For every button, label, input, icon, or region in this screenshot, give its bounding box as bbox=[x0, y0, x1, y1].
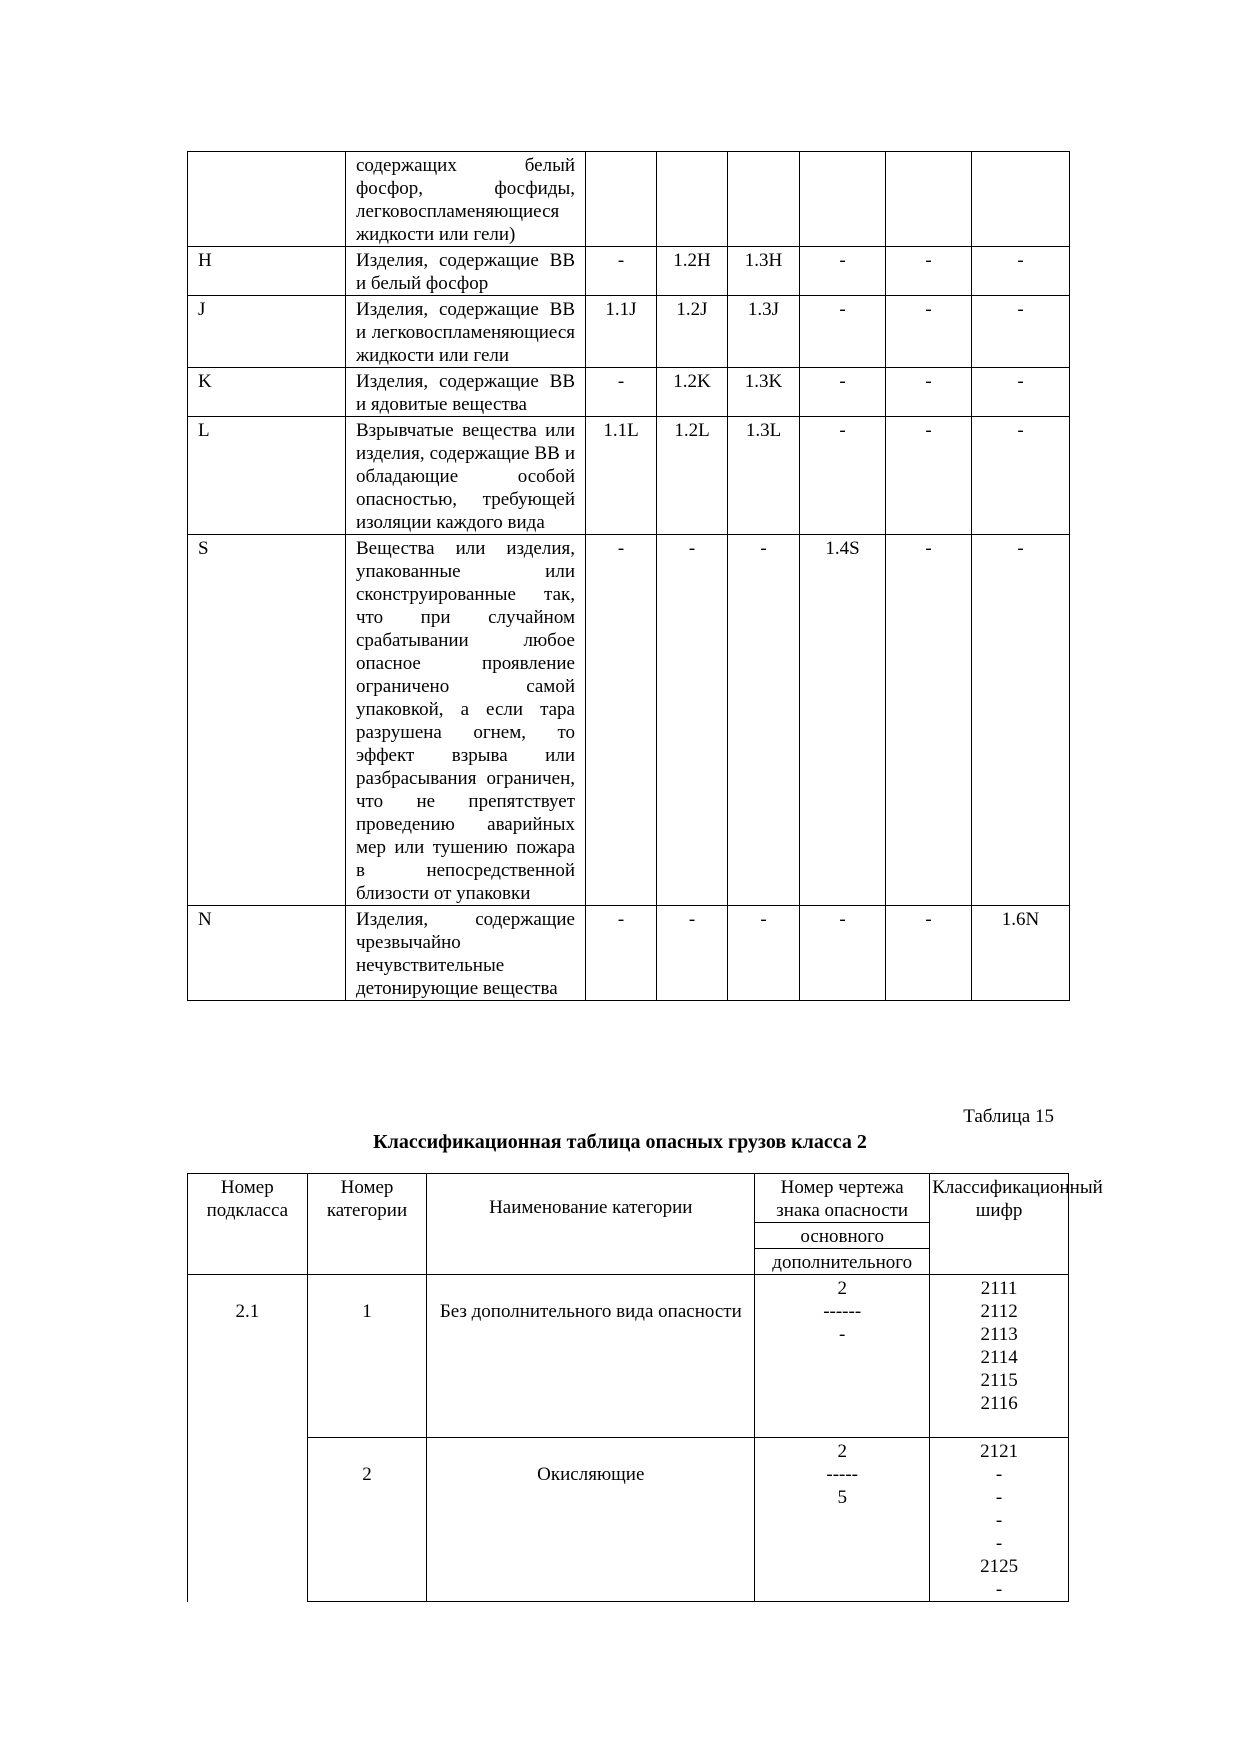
row-value: - bbox=[800, 906, 886, 1001]
row-value bbox=[886, 152, 972, 247]
row-code bbox=[188, 152, 346, 247]
header-sign: Номер чертежа знака опасности bbox=[755, 1174, 930, 1223]
row-value: - bbox=[728, 535, 800, 906]
row-description: содержащих белый фосфор, фосфиды, легковоспламеняющиеся жидкости или гели) bbox=[346, 152, 586, 247]
row-sign bbox=[755, 1275, 930, 1438]
table-row bbox=[188, 152, 1070, 247]
row-value: - bbox=[972, 296, 1070, 368]
table-row bbox=[188, 368, 1070, 417]
row-value: - bbox=[657, 906, 728, 1001]
table-row bbox=[188, 417, 1070, 535]
table-number: Таблица 15 bbox=[963, 1106, 1054, 1127]
table-row bbox=[188, 535, 1070, 906]
code-value: 2113 bbox=[980, 1324, 1018, 1345]
header-name: Наименование категории bbox=[427, 1174, 755, 1275]
row-description: Изделия, содержащие ВВ и ядовитые вещества bbox=[346, 368, 586, 417]
row-value: - bbox=[800, 247, 886, 296]
row-value bbox=[586, 152, 657, 247]
code-value: 2125 bbox=[980, 1556, 1019, 1577]
row-value: - bbox=[886, 368, 972, 417]
row-value: - bbox=[800, 368, 886, 417]
row-value: 1.2L bbox=[657, 417, 728, 535]
code-value: 2111 bbox=[980, 1278, 1018, 1299]
row-value: - bbox=[586, 906, 657, 1001]
row-name: Окисляющие bbox=[427, 1438, 755, 1602]
row-description: Вещества или изделия, упакованные или сконструированные так, что при случайном срабатывании любое опасное проявление ограничено самой упаковкой, а если тара разрушена огнем, то эффект взрыва или разбрасывания ограничен, что не препятствует проведению аварийных мер или тушению пожара в непосредственной близости от упаковки bbox=[346, 535, 586, 906]
row-value: 1.4S bbox=[800, 535, 886, 906]
code-value: 2121 bbox=[980, 1441, 1019, 1462]
sign-line: - bbox=[839, 1324, 846, 1345]
class2-classification-table bbox=[187, 1173, 1103, 1602]
code-value: - bbox=[995, 1510, 1003, 1531]
row-value: 1.3K bbox=[728, 368, 800, 417]
row-value: 1.6N bbox=[972, 906, 1070, 1001]
row-code: N bbox=[188, 906, 346, 1001]
row-value: - bbox=[586, 535, 657, 906]
row-value: 1.2H bbox=[657, 247, 728, 296]
row-value: - bbox=[728, 906, 800, 1001]
row-value: - bbox=[886, 906, 972, 1001]
row-value: - bbox=[972, 535, 1070, 906]
row-value: 1.2K bbox=[657, 368, 728, 417]
row-value: - bbox=[800, 296, 886, 368]
row-code: J bbox=[188, 296, 346, 368]
row-value: - bbox=[886, 247, 972, 296]
row-value: - bbox=[972, 368, 1070, 417]
row-value: - bbox=[800, 417, 886, 535]
code-value: - bbox=[995, 1579, 1003, 1600]
sign-line: ----- bbox=[826, 1464, 859, 1485]
code-value: - bbox=[995, 1487, 1003, 1508]
row-value: 1.3J bbox=[728, 296, 800, 368]
row-value: - bbox=[972, 417, 1070, 535]
table-row bbox=[188, 247, 1070, 296]
code-value: 2115 bbox=[980, 1370, 1018, 1391]
row-value bbox=[972, 152, 1070, 247]
header-category: Номер категории bbox=[307, 1174, 427, 1275]
row-code: S bbox=[188, 535, 346, 906]
header-subclass: Номер подкласса bbox=[188, 1174, 308, 1275]
row-value: 1.3L bbox=[728, 417, 800, 535]
code-value: 2116 bbox=[980, 1393, 1018, 1414]
row-value: - bbox=[657, 535, 728, 906]
row-value: 1.3H bbox=[728, 247, 800, 296]
row-value: - bbox=[586, 368, 657, 417]
sign-line: 2 bbox=[837, 1441, 847, 1462]
sign-line: 2 bbox=[837, 1278, 847, 1299]
row-description: Изделия, содержащие чрезвычайно нечувствительные детонирующие вещества bbox=[346, 906, 586, 1001]
row-value: - bbox=[886, 296, 972, 368]
code-value: - bbox=[995, 1464, 1003, 1485]
row-codes bbox=[930, 1275, 1069, 1438]
row-sign bbox=[755, 1438, 930, 1602]
row-value: - bbox=[972, 247, 1070, 296]
row-codes bbox=[930, 1438, 1069, 1602]
row-value: 1.2J bbox=[657, 296, 728, 368]
row-value: - bbox=[586, 247, 657, 296]
row-name: Без дополнительного вида опасности bbox=[427, 1275, 755, 1438]
row-value: 1.1J bbox=[586, 296, 657, 368]
row-value bbox=[728, 152, 800, 247]
header-sign-extra: дополнительного bbox=[755, 1249, 930, 1275]
code-value: 2114 bbox=[980, 1347, 1018, 1368]
code-value: - bbox=[995, 1533, 1003, 1554]
table-row bbox=[188, 296, 1070, 368]
table-title: Классификационная таблица опасных грузов класса 2 bbox=[373, 1131, 867, 1153]
row-category: 1 bbox=[307, 1275, 427, 1438]
row-category: 2 bbox=[307, 1438, 427, 1602]
header-sign-main: основного bbox=[755, 1223, 930, 1249]
row-value bbox=[657, 152, 728, 247]
sign-line: 5 bbox=[837, 1487, 847, 1508]
row-description: Взрывчатые вещества или изделия, содержащие ВВ и обладающие особой опасностью, требующей изоляции каждого вида bbox=[346, 417, 586, 535]
hazard-compatibility-table bbox=[187, 151, 1070, 1001]
row-code: H bbox=[188, 247, 346, 296]
header-code: Классификационный шифр bbox=[930, 1174, 1069, 1275]
row-description: Изделия, содержащие ВВ и легковоспламеняющиеся жидкости или гели bbox=[346, 296, 586, 368]
row-value: - bbox=[886, 535, 972, 906]
row-value bbox=[800, 152, 886, 247]
code-value: 2112 bbox=[980, 1301, 1018, 1322]
table-row bbox=[188, 906, 1070, 1001]
row-code: L bbox=[188, 417, 346, 535]
row-subclass: 2.1 bbox=[188, 1275, 308, 1602]
row-description: Изделия, содержащие ВВ и белый фосфор bbox=[346, 247, 586, 296]
row-value: - bbox=[886, 417, 972, 535]
row-code: K bbox=[188, 368, 346, 417]
row-value: 1.1L bbox=[586, 417, 657, 535]
sign-line: ------ bbox=[823, 1301, 862, 1322]
